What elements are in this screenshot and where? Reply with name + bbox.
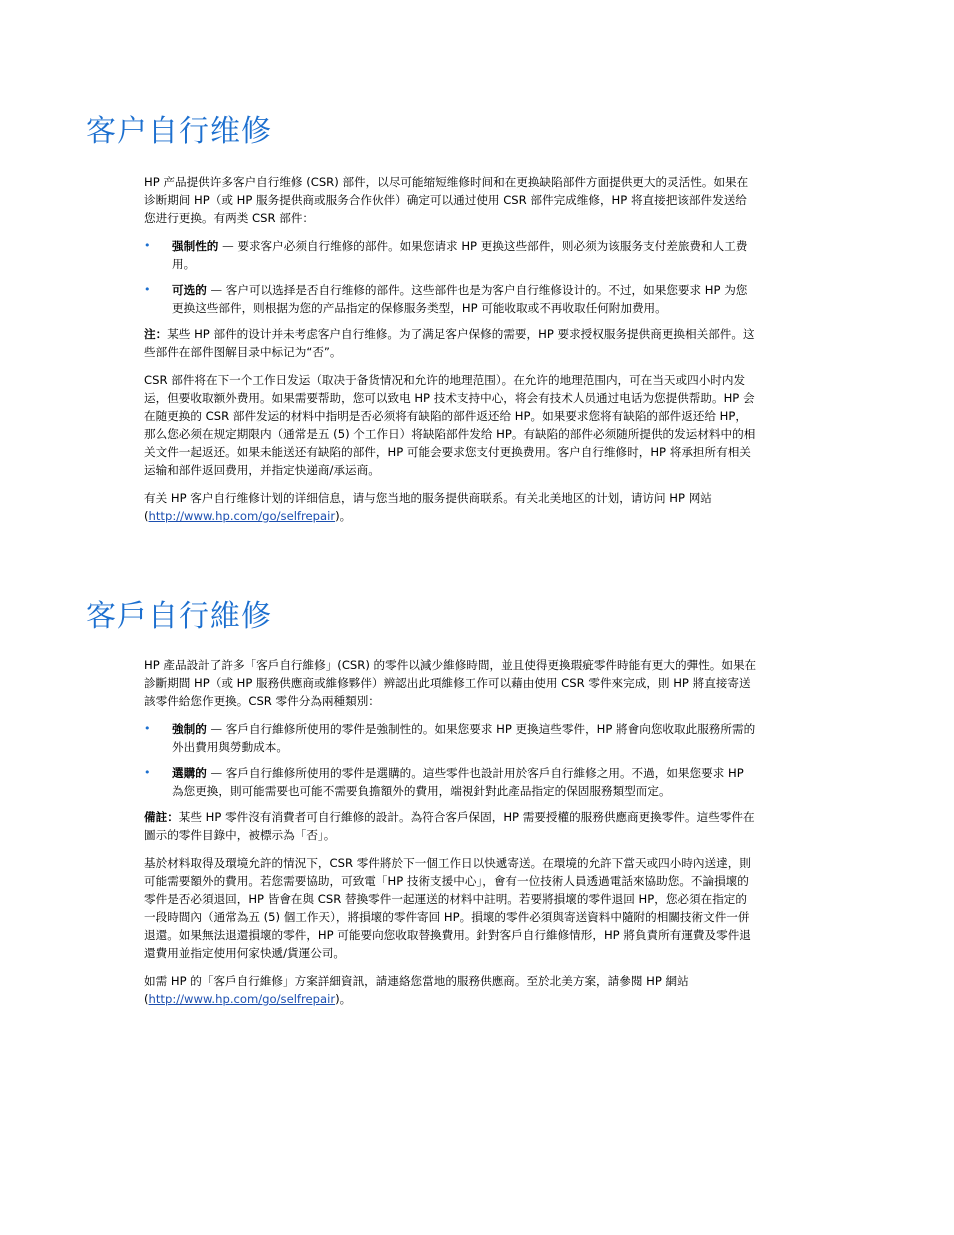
note-paragraph [144, 325, 758, 361]
selfrepair-link[interactable]: http://www.hp.com/go/selfrepair [148, 992, 336, 1006]
intro-paragraph: HP 产品提供许多客户自行维修 (CSR) 部件，以尽可能缩短维修时间和在更换缺陷部件方面提供更大的灵活性。如果在诊断期间 HP（或 HP 服务提供商或服务合作伙伴）确定可以通过使用 CSR 部件完成维修，HP 将直接把该部件发送给您进行更换。有两类 CSR 部件： [144, 175, 749, 225]
em-dash: — [218, 239, 238, 253]
term-description: 客户可以选择是否自行维修的部件。这些部件也是为客户自行维修设计的。不过，如果您要求 HP 为您更换这些部件，则根据为您的产品指定的保修服务类型，HP 可能收取或不再收取任何附加费用。 [172, 283, 748, 315]
note-label: 注： [144, 327, 168, 341]
more-info-tail: )。 [335, 509, 352, 523]
note-text: 某些 HP 部件的设计并未考虑客户自行维修。为了满足客户保修的需要，HP 要求授权服务提供商更换相关部件。这些部件在部件图解目录中标记为“否”。 [144, 327, 755, 359]
term-description: 要求客户必须自行维修的部件。如果您请求 HP 更换这些部件，则必须为该服务支付差旅费和人工费用。 [172, 239, 748, 271]
note-text: 某些 HP 零件沒有消費者可自行維修的設計。為符合客戶保固，HP 需要授權的服務供應商更換零件。這些零件在圖示的零件目錄中，被標示為「否」。 [144, 810, 755, 842]
bullet-icon: • [144, 239, 151, 252]
note-paragraph [144, 808, 758, 844]
bullet-icon: • [144, 283, 151, 296]
section-title: 客户自行维修 [86, 114, 272, 149]
list-item [144, 237, 758, 273]
list-item [144, 281, 758, 317]
more-info-paragraph [144, 972, 758, 1008]
em-dash: — [206, 722, 226, 736]
bullet-icon: • [144, 766, 151, 779]
term-label: 強制的 [172, 722, 207, 736]
term-description: 客戶自行維修所使用的零件是強制性的。如果您要求 HP 更換這些零件，HP 將會向您收取此服務所需的外出費用與勞動成本。 [172, 722, 756, 754]
delivery-paragraph: 基於材料取得及環境允許的情況下，CSR 零件將於下一個工作日以快遞寄送。在環境的允許下當天或四小時內送達，則可能需要額外的費用。若您需要協助，可致電「HP 技術支援中心」，會有一位技術人員透過電話來協助您。不論損壞的零件是否必須退回，HP 皆會在與 CSR 替換零件一起運送的材料中註明。若要將損壞的零件退回 HP，您必須在指定的一段時間內（通常為五 (5) 個工作天），將損壞的零件寄回 HP。損壞的零件必須與寄送資料中隨附的相關技術文件一併退還。如果無法退還損壞的零件，HP 可能要向您收取替換費用。針對客戶自行維修情形，HP 將負責所有運費及零件退還費用並指定使用何家快遞/貨運公司。 [144, 856, 751, 960]
selfrepair-link[interactable]: http://www.hp.com/go/selfrepair [148, 509, 336, 523]
csr-part-types-list [144, 720, 758, 800]
term-label: 强制性的 [172, 239, 219, 253]
term-label: 選購的 [172, 766, 207, 780]
section-body [144, 656, 758, 1008]
more-info-tail: )。 [335, 992, 352, 1006]
list-item [144, 720, 758, 756]
csr-part-types-list [144, 237, 758, 317]
em-dash: — [206, 283, 226, 297]
more-info-text: 有关 HP 客户自行维修计划的详细信息，请与您当地的服务提供商联系。有关北美地区的计划，请访问 HP 网站 ( [144, 491, 712, 523]
term-description: 客戶自行維修所使用的零件是選購的。這些零件也設計用於客戶自行維修之用。不過，如果您要求 HP 為您更換，則可能需要也可能不需要負擔額外的費用，端視針對此產品指定的保固服務類型而定。 [172, 766, 744, 798]
more-info-text: 如需 HP 的「客戶自行維修」方案詳細資訊，請連絡您當地的服務供應商。至於北美方案，請參閱 HP 網站 ( [144, 974, 689, 1006]
intro-paragraph: HP 產品設計了許多「客戶自行維修」(CSR) 的零件以減少維修時間，並且使得更換瑕疵零件時能有更大的彈性。如果在診斷期間 HP（或 HP 服務供應商或維修夥伴）辨認出此項維修工作可以藉由使用 CSR 零件來完成，則 HP 將直接寄送該零件給您作更換。CSR 零件分為兩種類別： [144, 658, 757, 708]
more-info-paragraph [144, 489, 758, 525]
list-item [144, 764, 758, 800]
note-label: 備註： [144, 810, 179, 824]
em-dash: — [206, 766, 226, 780]
term-label: 可选的 [172, 283, 207, 297]
delivery-paragraph: CSR 部件将在下一个工作日发运（取决于备货情况和允许的地理范围）。在允许的地理范围内，可在当天或四小时内发运，但要收取额外费用。如果需要帮助，您可以致电 HP 技术支持中心，将会有技术人员通过电话为您提供帮助。HP 会在随更换的 CSR 部件发运的材料中指明是否必须将有缺陷的部件返还给 HP。如果要求您将有缺陷的部件返还给 HP，那么您必须在规定期限内（通常是五 (5) 个工作日）将缺陷部件发给 HP。有缺陷的部件必须随所提供的发运材料中的相关文件一起返还。如果未能送还有缺陷的部件，HP 可能会要求您支付更换费用。客户自行维修时，HP 将承担所有相关运输和部件返回费用，并指定快递商/承运商。 [144, 373, 756, 477]
bullet-icon: • [144, 722, 151, 735]
section-simplified-chinese [0, 113, 954, 535]
section-traditional-chinese [0, 598, 954, 1018]
section-title: 客戶自行維修 [86, 599, 272, 634]
section-body [144, 173, 758, 525]
